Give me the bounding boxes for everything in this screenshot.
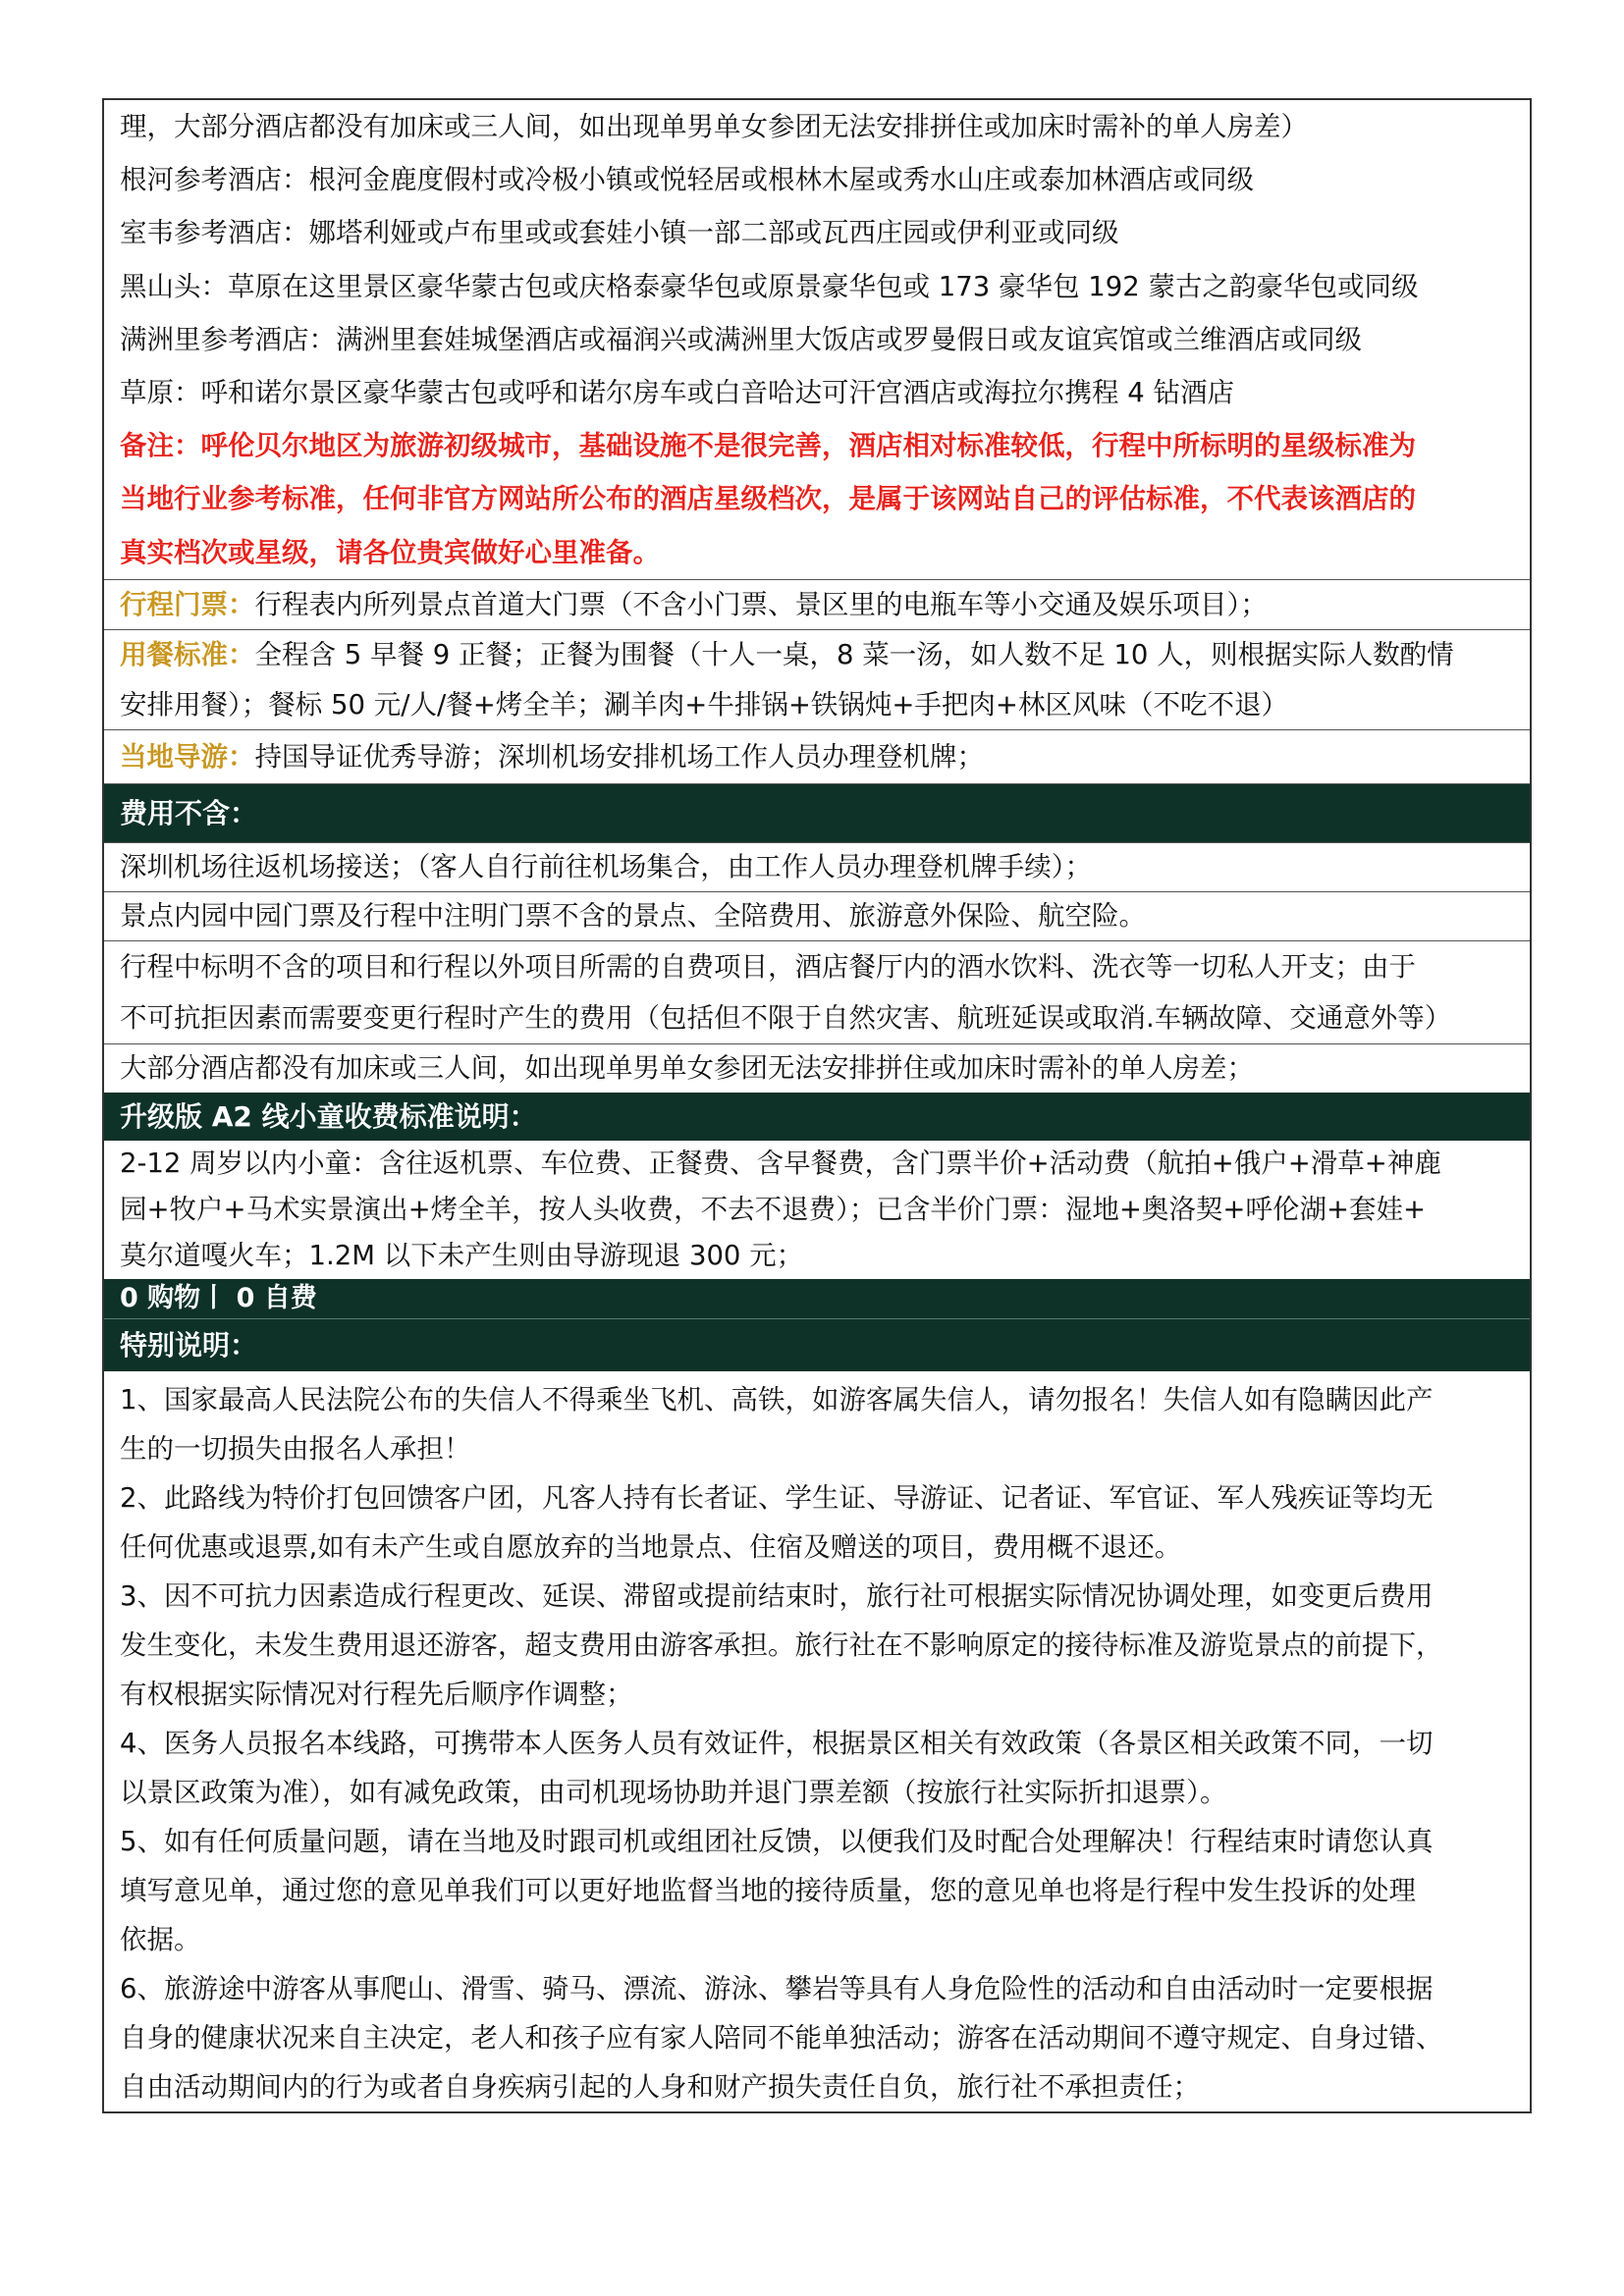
excluded-item-text: 深圳机场往返机场接送；（客人自行前往机场集合，由工作人员办理登机牌手续）； [120,851,1092,883]
excluded-item-text: 不可抗拒因素而需要变更行程时产生的费用（包括但不限于自然灾害、航班延误或取消.车辆故障、交通意外等） [120,1002,1452,1035]
tickets-row [104,579,1530,630]
meals-label: 用餐标准： [120,639,255,671]
shopping-header: 0 购物丨 0 自费 [104,1279,1530,1318]
itinerary-document [102,98,1532,2113]
special-note-line: 4、医务人员报名本线路，可携带本人医务人员有效证件，根据景区相关有效政策（各景区相关政策不同，一切 [120,1728,1434,1760]
special-note-line: 生的一切损失由报名人承担！ [120,1433,471,1466]
excluded-item-text: 行程中标明不含的项目和行程以外项目所需的自费项目，酒店餐厅内的酒水饮料、洗衣等一切私人开支；由于 [120,951,1416,984]
special-note-line: 发生变化，未发生费用退还游客，超支费用由游客承担。旅行社在不影响原定的接待标准及游览景点的前提下， [120,1629,1443,1662]
special-notes-header: 特别说明： [104,1318,1530,1371]
special-note-line: 5、如有任何质量问题，请在当地及时跟司机或组团社反馈，以便我们及时配合处理解决！行程结束时请您认真 [120,1826,1434,1858]
guide-label: 当地导游： [120,741,255,774]
tickets-label: 行程门票： [120,588,255,620]
lodging-line: 理，大部分酒店都没有加床或三人间，如出现单男单女参团无法安排拼住或加床时需补的单人房差） [120,111,1308,142]
lodging-line-genhe: 根河参考酒店：根河金鹿度假村或冷极小镇或悦轻居或根林木屋或秀水山庄或泰加林酒店或同级 [120,164,1254,196]
child-pricing-header: 升级版 A2 线小童收费标准说明： [104,1093,1530,1141]
guide-row [104,729,1530,783]
special-note-line: 1、国家最高人民法院公布的失信人不得乘坐飞机、高铁，如游客属失信人，请勿报名！失信人如有隐瞒因此产 [120,1384,1434,1416]
lodging-note-line: 当地行业参考标准，任何非官方网站所公布的酒店星级档次，是属于该网站自己的评估标准，不代表该酒店的 [120,483,1416,515]
special-note-line: 填写意见单，通过您的意见单我们可以更好地监督当地的接待质量，您的意见单也将是行程中发生投诉的处理 [120,1875,1416,1907]
lodging-line-shiwei: 室韦参考酒店：娜塔利娅或卢布里或或套娃小镇一部二部或瓦西庄园或伊利亚或同级 [120,217,1119,249]
lodging-section [104,100,1530,579]
lodging-line-heishantou: 黑山头：草原在这里景区豪华蒙古包或庆格泰豪华包或原景豪华包或 173 豪华包 192 蒙古之韵豪华包或同级 [120,270,1419,302]
lodging-note-line: 备注：呼伦贝尔地区为旅游初级城市，基础设施不是很完善，酒店相对标准较低，行程中所标明的星级标准为 [120,430,1416,462]
special-note-line: 有权根据实际情况对行程先后顺序作调整； [120,1679,633,1711]
tickets-text: 行程表内所列景点首道大门票（不含小门票、景区里的电瓶车等小交通及娱乐项目）； [254,588,1268,620]
child-pricing-row [104,1141,1530,1279]
child-pricing-line: 2-12 周岁以内小童：含往返机票、车位费、正餐费、含早餐费，含门票半价+活动费（航拍+俄户+滑草+神鹿 [120,1148,1441,1180]
meals-text-line2: 安排用餐）；餐标 50 元/人/餐+烤全羊；涮羊肉+牛排锅+铁锅炖+手把肉+林区风味（不吃不退） [120,688,1288,721]
special-note-line: 3、因不可抗力因素造成行程更改、延误、滞留或提前结束时，旅行社可根据实际情况协调处理，如变更后费用 [120,1580,1434,1613]
guide-text: 持国导证优秀导游；深圳机场安排机场工作人员办理登机牌； [254,741,984,774]
meals-row [104,629,1530,729]
excluded-item-text: 大部分酒店都没有加床或三人间，如出现单男单女参团无法安排拼住或加床时需补的单人房差； [120,1052,1254,1085]
excluded-item-text: 景点内园中园门票及行程中注明门票不含的景点、全陪费用、旅游意外保险、航空险。 [120,900,1146,933]
child-pricing-line: 园+牧户+马术实景演出+烤全羊，按人头收费，不去不退费）；已含半价门票：湿地+奥洛契+呼伦湖+套娃+ [120,1194,1427,1226]
special-note-line: 6、旅游途中游客从事爬山、滑雪、骑马、漂流、游泳、攀岩等具有人身危险性的活动和自由活动时一定要根据 [120,1973,1434,2005]
lodging-line-manzhouli: 满洲里参考酒店：满洲里套娃城堡酒店或福润兴或满洲里大饭店或罗曼假日或友谊宾馆或兰维酒店或同级 [120,323,1362,355]
excluded-item [104,891,1530,940]
special-note-line: 以景区政策为准），如有减免政策，由司机现场协助并退门票差额（按旅行社实际折扣退票）。 [120,1777,1227,1809]
excluded-item [104,1043,1530,1093]
lodging-note-line: 真实档次或星级，请各位贵宾做好心里准备。 [120,536,660,568]
lodging-line-grassland: 草原：呼和诺尔景区豪华蒙古包或呼和诺尔房车或白音哈达可汗宫酒店或海拉尔携程 4 钻酒店 [120,376,1234,408]
special-notes-body [104,1371,1530,2111]
excluded-item [104,842,1530,891]
special-note-line: 任何优惠或退票,如有未产生或自愿放弃的当地景点、住宿及赠送的项目，费用概不退还。 [120,1531,1182,1564]
excluded-item [104,940,1530,1043]
meals-text: 全程含 5 早餐 9 正餐；正餐为围餐（十人一桌，8 菜一汤，如人数不足 10 人，则根据实际人数酌情 [254,639,1454,671]
special-note-line: 2、此路线为特价打包回馈客户团，凡客人持有长者证、学生证、导游证、记者证、军官证、军人残疾证等均无 [120,1482,1434,1515]
special-note-line: 依据。 [120,1924,201,1956]
special-note-line: 自身的健康状况来自主决定，老人和孩子应有家人陪同不能单独活动；游客在活动期间不遵守规定、自身过错、 [120,2022,1443,2055]
child-pricing-line: 莫尔道嘎火车；1.2M 以下未产生则由导游现退 300 元； [120,1240,804,1272]
excluded-header: 费用不含： [104,783,1530,842]
special-note-line: 自由活动期间内的行为或者自身疾病引起的人身和财产损失责任自负，旅行社不承担责任； [120,2071,1200,2104]
